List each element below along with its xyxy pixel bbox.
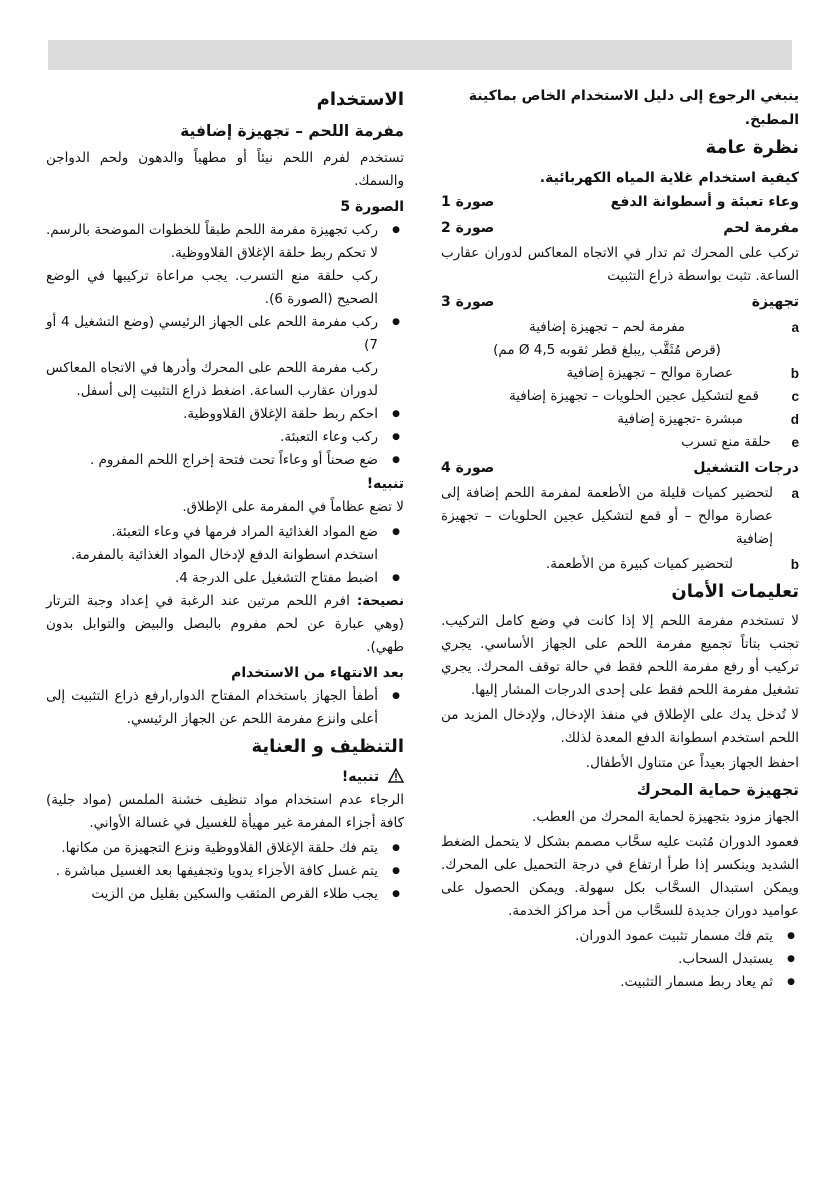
item-letter: b (790, 557, 799, 572)
operation-steps (46, 521, 404, 590)
cleaning-text: الرجاء عدم استخدام مواد تنظيف خشنة الملمس (مواد جلية) كافة أجزاء المفرمة غير مهيأة للغسيل في غسالة الأواني. (46, 792, 404, 831)
left-column (46, 84, 404, 906)
item-text: حلقة منع تسرب (681, 434, 771, 450)
step-text: ● ضع المواد الغذائية المراد فرمها في وعاء التعبئة. (111, 524, 378, 540)
protection-title: تجهيزة حماية المحرك (636, 781, 799, 799)
safety-paragraph: احفظ الجهاز بعيداً عن متناول الأطفال. (585, 755, 799, 771)
step-extra: ركب حلقة منع التسرب. يجب مراعاة تركيبها في الوضع الصحيح (الصورة 6). (46, 268, 378, 307)
caution-title: تنبيه! (366, 476, 404, 492)
safety-title: تعليمات الأمان (671, 581, 799, 602)
list-item: ● يتم فك مسمار تثبيت عمود الدوران. (441, 925, 799, 948)
figure-row (441, 216, 799, 240)
caution-text: لا تضع عظاماً في المفرمة على الإطلاق. (182, 499, 404, 515)
grinder-title: مفرمة اللحم – تجهيزة إضافية (180, 122, 404, 140)
item-text: عصارة موالح – تجهيزة إضافية (566, 365, 733, 381)
figure-ref: صورة 3 (441, 294, 495, 310)
item-letter: a (791, 320, 799, 335)
list-item: ● يتم فك حلقة الإغلاق القلاووظية ونزع التجهيزة من مكانها. (46, 837, 404, 860)
cleaning-steps (46, 837, 404, 906)
assembly-steps (46, 219, 404, 472)
equipment-item (441, 408, 799, 431)
overview-subtitle: كيفية استخدام غلاية المياه الكهربائية. (539, 170, 799, 186)
after-use-title: بعد الانتهاء من الاستخدام (231, 665, 404, 681)
figure-ref: صورة 1 (441, 194, 495, 210)
list-item: ● احكم ربط حلقة الإغلاق القلاووظية. (46, 403, 404, 426)
cleaning-caution-label: تنبيه! (341, 769, 380, 785)
list-item: ● اضبط مفتاح التشغيل على الدرجة 4. (46, 567, 404, 590)
protection-paragraph: فعمود الدوران مُثبت عليه سحَّاب مصمم بشكل لا يتحمل الضغط الشديد وينكسر إذا طرأ ارتفاع في درجة التحميل على المحرك. ويمكن استبدال السحَّاب بكل سهولة. ويمكن الحصول على عواميد دوران جديدة للسحَّاب من أحد مراكز الخدمة. (441, 834, 799, 919)
item-letter: b (790, 366, 799, 381)
figure-ref: الصورة 5 (340, 199, 404, 215)
equipment-item (441, 385, 799, 408)
list-item: ● أطفأ الجهاز باستخدام المفتاح الدوار,ارفع ذراع التثبيت إلى أعلى وانزع مفرمة اللحم عن الجهاز الرئيسي. (46, 685, 404, 731)
equipment-item (441, 431, 799, 454)
figure-ref: صورة 2 (441, 220, 495, 236)
item-text: مبشرة -تجهيزة إضافية (617, 411, 743, 427)
step-text: ● ركب مفرمة اللحم على الجهاز الرئيسي (وضع التشغيل 4 أو 7) (46, 314, 379, 353)
item-text: قمع لتشكيل عجين الحلويات – تجهيزة إضافية (508, 388, 759, 404)
intro-text: ينبغي الرجوع إلى دليل الاستخدام الخاص بماكينة المطبخ. (468, 88, 799, 128)
protection-steps (441, 925, 799, 994)
list-item (46, 219, 404, 311)
tip-label: نصيحة: (356, 593, 405, 609)
overview-title: نظرة عامة (705, 137, 799, 158)
item-text: مفرمة لحم – تجهيزة إضافية (528, 319, 686, 335)
item-letter: a (791, 486, 799, 501)
list-item: ● ثم يعاد ربط مسمار التثبيت. (441, 971, 799, 994)
equipment-item (441, 316, 799, 362)
header-bar (48, 40, 792, 70)
figure-row-label: مفرمة لحم (723, 220, 799, 236)
item-letter: c (791, 389, 799, 404)
equipment-item (441, 362, 799, 385)
list-item: ● يجب طلاء القرص المثقب والسكين بقليل من الزيت (46, 883, 404, 906)
mount-instructions: تركب على المحرك ثم تدار في الاتجاه المعاكس لدوران عقارب الساعة. تثبت بواسطة ذراع التثبيت (441, 245, 799, 284)
cleaning-caution (46, 765, 404, 789)
list-item: ● يتم غسل كافة الأجزاء يدويا وتجفيفها بعد الغسيل مباشرة . (46, 860, 404, 883)
item-letter: e (791, 435, 799, 450)
speed-item (441, 553, 799, 576)
list-item: ● ركب وعاء التعبئة. (46, 426, 404, 449)
use-title: الاستخدام (316, 89, 404, 110)
speeds-heading (441, 456, 799, 480)
tip-text: افرم اللحم مرتين عند الرغبة في إعداد وجبة الترتار (وهي عبارة عن لحم مفروم بالبصل والبيض والتوابل بدون طهي). (46, 593, 404, 655)
safety-paragraph: لا تُدخل يدك على الإطلاق في منفذ الإدخال, ولإدخال المزيد من اللحم استخدم اسطوانة الدفع المعدة لذلك. (441, 707, 799, 746)
figure-row-label: وعاء تعبئة و أسطوانة الدفع (610, 194, 799, 210)
step-text: ● ركب تجهيزة مفرمة اللحم طبقاً للخطوات الموضحة بالرسم. لا تحكم ربط حلقة الإغلاق القلاووظية. (46, 222, 378, 261)
list-item: ● يستبدل السحاب. (441, 948, 799, 971)
figure-ref: صورة 4 (441, 460, 495, 476)
cleaning-title: التنظيف و العناية (251, 736, 404, 757)
tip-paragraph (46, 590, 404, 659)
warning-icon (388, 768, 404, 783)
protection-paragraph: الجهاز مزود بتجهيزة لحماية المحرك من العطب. (532, 809, 799, 825)
item-text: لتحضير كميات قليلة من الأطعمة لمفرمة اللحم إضافة إلى عصارة موالح – أو قمع لتشكيل عجين الحلويات – تجهيزة إضافية (441, 485, 773, 547)
right-column (441, 84, 799, 994)
grinder-paragraph: تستخدم لفرم اللحم نيئاً أو مطهياً والدهون ولحم الدواجن والسمك. (46, 150, 404, 189)
step-extra: استخدم اسطوانة الدفع لإدخال المواد الغذائية بالمفرمة. (71, 547, 378, 563)
list-item (46, 311, 404, 403)
list-item: ● ضع صحناً أو وعاءاً تحت فتحة إخراج اللحم المفروم . (46, 449, 404, 472)
equipment-list (441, 316, 799, 454)
equipment-heading (441, 290, 799, 314)
list-item (46, 521, 404, 567)
speed-item (441, 482, 799, 551)
safety-paragraph: لا تستخدم مفرمة اللحم إلا إذا كانت في وضع كامل التركيب. تجنب بتاتاً تجميع مفرمة اللحم على الجهاز الأساسي. يجري تركيب أو رفع مفرمة اللحم فقط في حالة توقف المحرك. يجري تشغيل مفرمة اللحم فقط على إحدى الدرجات المشار إليها. (441, 613, 799, 698)
equipment-label: تجهيزة (751, 294, 799, 310)
item-subtext: (قرص مُثَقَّب ,يبلغ قطر ثقوبه 4,5 Ø مم) (493, 342, 721, 358)
item-letter: d (790, 412, 799, 427)
speeds-list (441, 482, 799, 576)
speeds-label: درجات التشغيل (693, 460, 799, 476)
after-use-steps (46, 685, 404, 731)
figure-row (441, 190, 799, 214)
item-text: لتحضير كميات كبيرة من الأطعمة. (545, 556, 733, 572)
step-extra: ركب مفرمة اللحم على المحرك وأدرها في الاتجاه المعاكس لدوران عقارب الساعة. اضغط ذراع التثبيت إلى أسفل. (46, 360, 378, 399)
